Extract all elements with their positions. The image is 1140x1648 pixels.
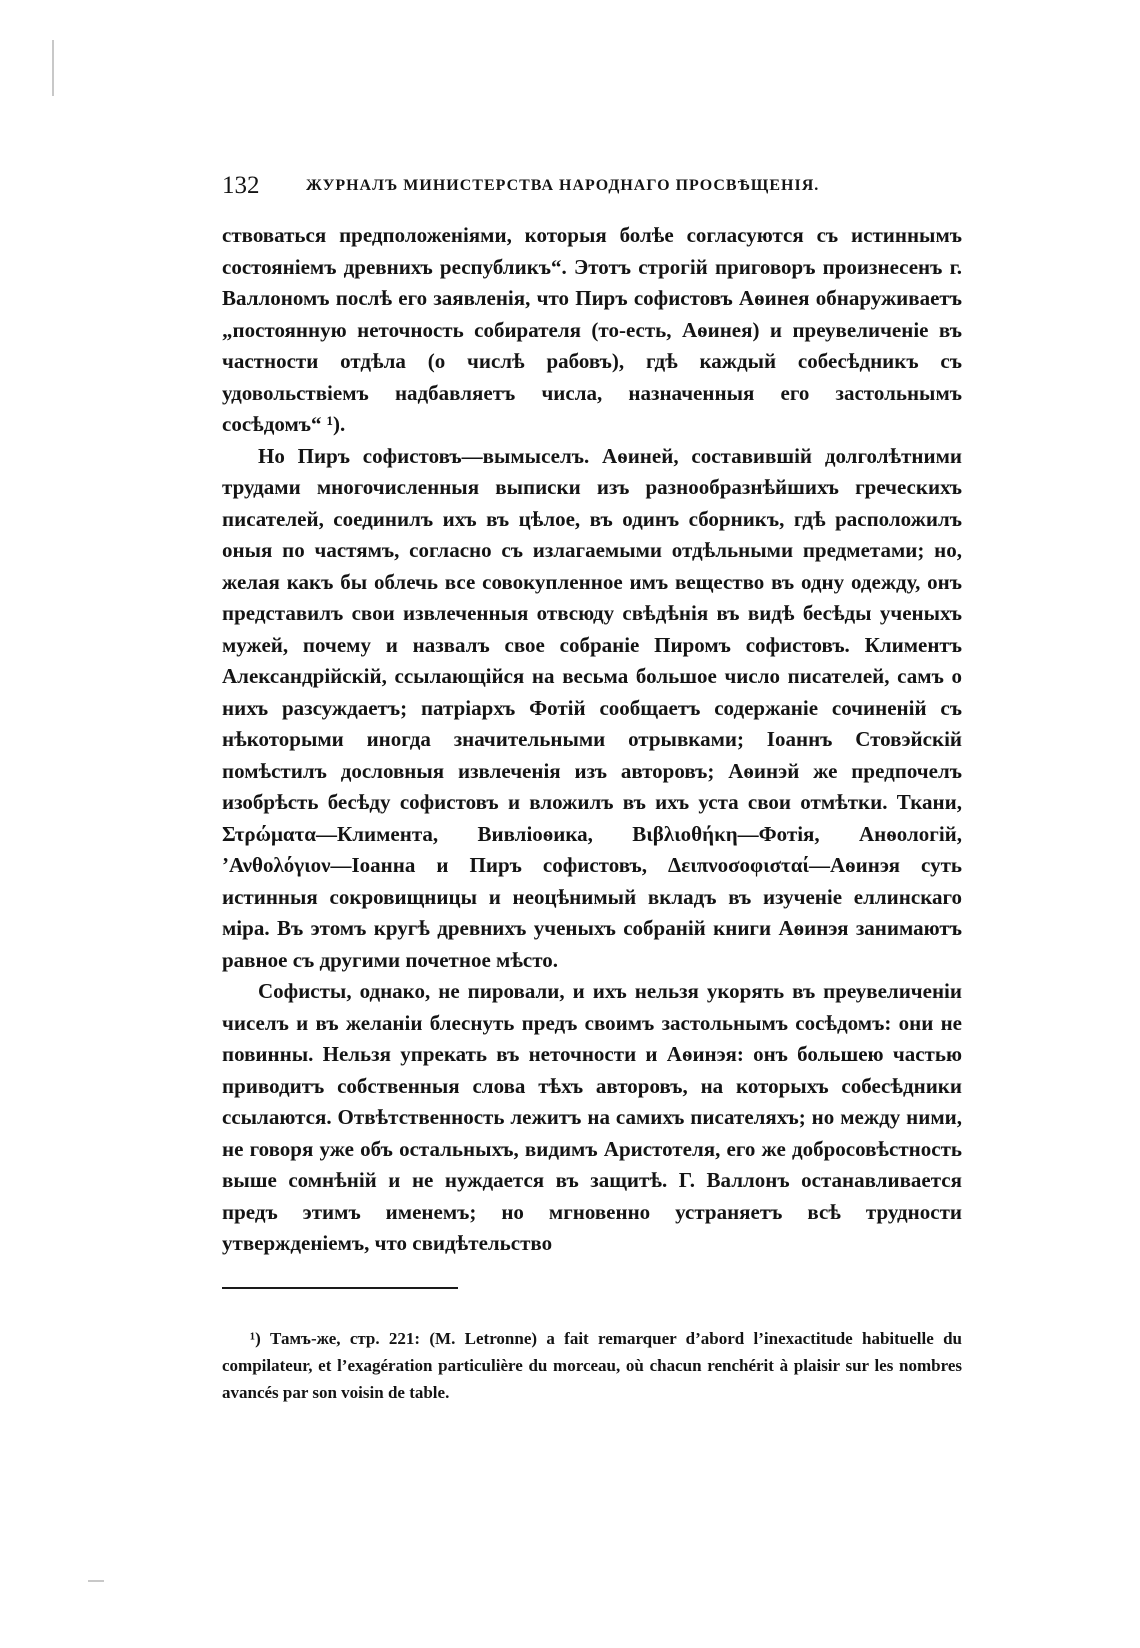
- footnote-text: ¹) Тамъ-же, стр. 221: (M. Letronne) a fait remarquer d’abord l’inexactitude habituelle du compilateur, et l’exagération particulière du morceau, où chacun renchérit à plaisir sur les nombres avancés par son voisin de table.: [222, 1329, 962, 1402]
- paragraph: Но Пиръ софистовъ—вымыселъ. Аѳиней, составившій долголѣтними трудами многочисленныя выписки изъ разнообразнѣйшихъ греческихъ писателей, соединилъ ихъ въ цѣлое, въ одинъ сборникъ, гдѣ расположилъ оныя по частямъ, согласно съ излагаемыми отдѣльными предметами; но, желая какъ бы облечь все совокупленное имъ вещество въ одну одежду, онъ представилъ свои извлеченныя отвсюду свѣдѣнія въ видѣ бесѣды ученыхъ мужей, почему и назвалъ свое собраніе Пиромъ софистовъ. Климентъ Александрійскій, ссылающійся на весьма большое число писателей, самъ о нихъ разсуждаетъ; патріархъ Фотій сообщаетъ содержаніе сочиненій съ нѣкоторыми иногда значительными отрывками; Іоаннъ Стовэйскій помѣстилъ дословныя извлеченія изъ авторовъ; Аѳинэй же предпочелъ изобрѣсть бесѣду софистовъ и вложилъ въ ихъ уста свои отмѣтки. Ткани, Στρώματα—Климента, Вивліоѳика, Βιβλιοθήκη—Фотія, Анѳологій, ’Ανθολόγιον—Іоанна и Пиръ софистовъ, Δειπνοσοφισταί—Аѳинэя суть истинныя сокровищницы и неоцѣнимый вкладъ въ изученіе еллинскаго міра. Въ этомъ кругѣ древнихъ ученыхъ собраній книги Аѳинэя занимаютъ равное съ другими почетное мѣсто.: [222, 443, 962, 972]
- paragraph: Софисты, однако, не пировали, и ихъ нельзя укорять въ преувеличеніи чиселъ и въ желаніи блеснуть предъ своимъ застольнымъ сосѣдомъ: они не повинны. Нельзя упрекать въ неточности и Аѳинэя: онъ большею частью приводитъ собственныя слова тѣхъ авторовъ, на которыхъ собесѣдники ссылаются. Отвѣтственность лежитъ на самихъ писателяхъ; но между ними, не говоря уже объ остальныхъ, видимъ Аристотеля, его же добросовѣстность выше сомнѣній и не нуждается въ защитѣ. Г. Валлонъ останавливается предъ этимъ именемъ; но мгновенно устраняетъ всѣ трудности утвержденіемъ, что свидѣтельство: [222, 979, 962, 1255]
- page-number: 132: [222, 172, 260, 199]
- paragraph: ствоваться предположеніями, которыя болѣе согласуются съ истиннымъ состояніемъ древнихъ республикъ“. Этотъ строгій приговоръ произнесенъ г. Валлономъ послѣ его заявленія, что Пиръ софистовъ Аѳинея обнаруживаетъ „постоянную неточность собирателя (то-есть, Аѳинея) и преувеличеніе въ частности отдѣла (о числѣ рабовъ), гдѣ каждый собесѣдникъ съ удовольствіемъ надбавляетъ числа, назначенныя его застольнымъ сосѣдомъ“ ¹).: [222, 223, 962, 436]
- scan-edge-mark: [52, 40, 54, 96]
- body-text: [222, 220, 962, 1260]
- running-title: ЖУРНАЛЪ МИНИСТЕРСТВА НАРОДНАГО ПРОСВѢЩЕНІЯ.: [306, 177, 820, 194]
- footnote-separator: [222, 1287, 458, 1289]
- footnote: [222, 1325, 962, 1406]
- page-header: [222, 172, 962, 202]
- scan-edge-mark: [88, 1580, 104, 1582]
